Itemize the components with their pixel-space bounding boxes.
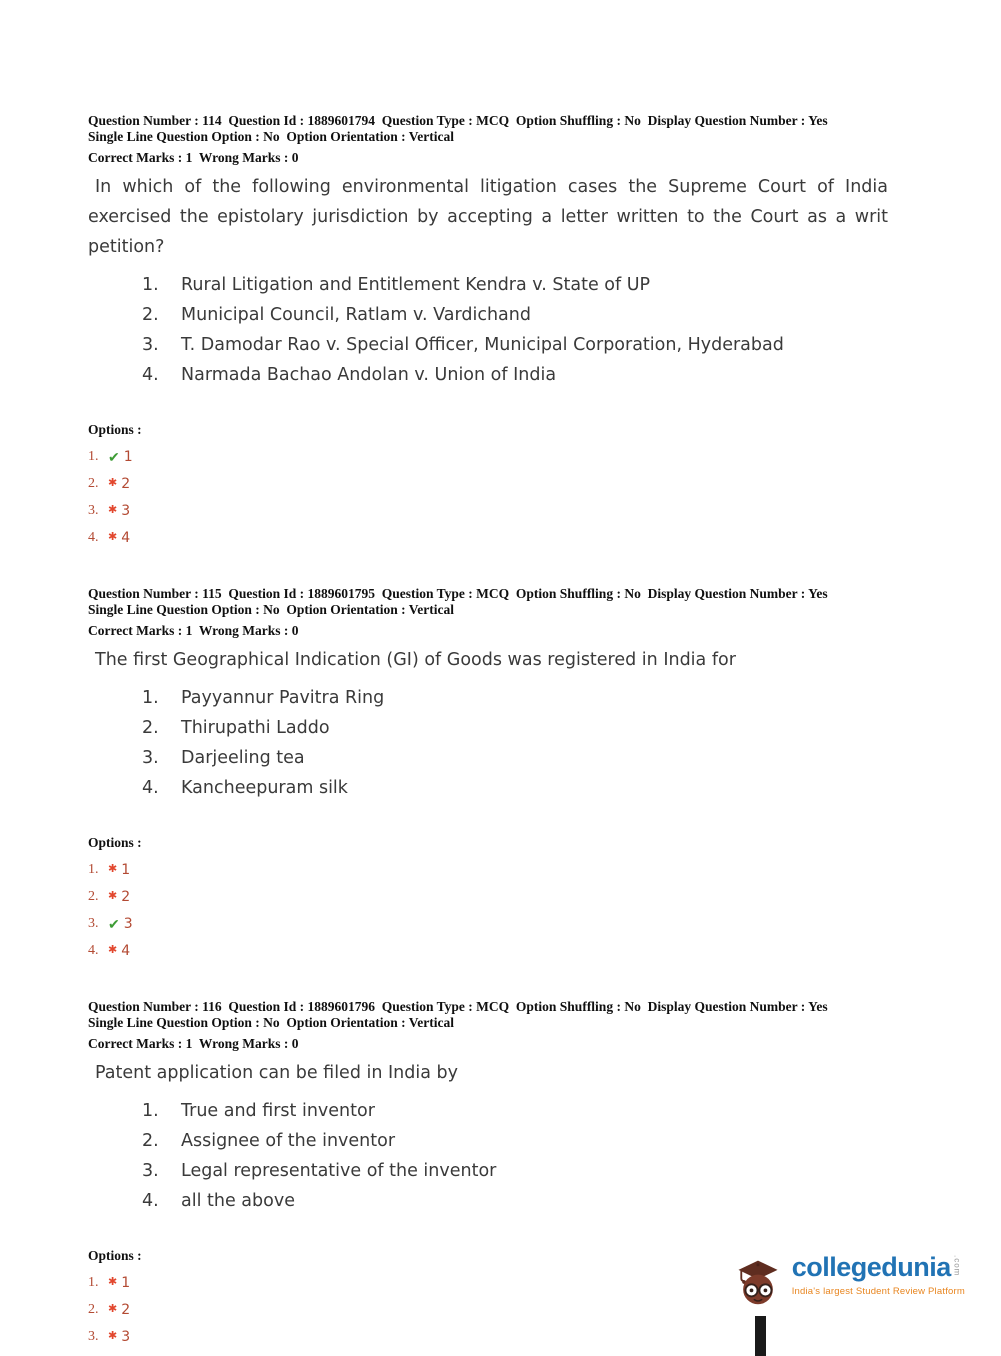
choice-number: 3. (142, 1161, 159, 1181)
choice-text: Thirupathi Laddo (181, 718, 330, 738)
choice-number: 4. (142, 1191, 159, 1211)
answer-row (88, 443, 888, 470)
answer-row (88, 856, 888, 883)
choice-number: 3. (142, 335, 159, 355)
cross-icon (108, 945, 117, 956)
choice-item (88, 1156, 888, 1186)
answer-value: 4 (121, 942, 131, 959)
cross-icon (108, 478, 117, 489)
choice-item (88, 683, 888, 713)
brand-logo (732, 1252, 965, 1310)
question-text: The first Geographical Indication (GI) of Goods was registered in India for (95, 650, 736, 670)
footer-bar (755, 1316, 766, 1356)
choice-number: 1. (142, 275, 159, 295)
answer-number: 1. (88, 1274, 99, 1290)
question-meta-line: Question Number : 115 Question Id : 1889601795 Question Type : MCQ Option Shuffling : No Display Question Number : Yes (88, 586, 828, 601)
choice-number: 2. (142, 718, 159, 738)
choice-text: Payyannur Pavitra Ring (181, 688, 385, 708)
choice-number: 1. (142, 688, 159, 708)
cross-icon (108, 1304, 117, 1315)
question-meta-line: Question Number : 116 Question Id : 1889601796 Question Type : MCQ Option Shuffling : No Display Question Number : Yes (88, 999, 828, 1014)
cross-icon (108, 505, 117, 516)
answer-number: 4. (88, 529, 99, 545)
choice-item (88, 300, 888, 330)
choice-item (88, 270, 888, 300)
cross-icon (108, 864, 117, 875)
answer-row (88, 497, 888, 524)
marks-line: Correct Marks : 1 Wrong Marks : 0 (88, 150, 299, 165)
choice-list (88, 270, 888, 390)
choice-text: Darjeeling tea (181, 748, 305, 768)
choice-text: True and first inventor (181, 1101, 375, 1121)
answer-value: 2 (121, 475, 131, 492)
answer-number: 2. (88, 1301, 99, 1317)
choice-text: Assignee of the inventor (181, 1131, 396, 1151)
choice-number: 2. (142, 1131, 159, 1151)
answer-number: 2. (88, 475, 99, 491)
answer-row (88, 1323, 888, 1350)
cross-icon (108, 1277, 117, 1288)
cross-icon (108, 891, 117, 902)
choice-number: 1. (142, 1101, 159, 1121)
answer-number: 4. (88, 942, 99, 958)
question-meta-line: Single Line Question Option : No Option Orientation : Vertical (88, 128, 455, 144)
answer-row (88, 524, 888, 551)
cross-icon (108, 532, 117, 543)
answer-number: 3. (88, 915, 99, 931)
answer-key (88, 443, 888, 551)
question-meta-line: Single Line Question Option : No Option Orientation : Vertical (88, 1014, 455, 1030)
check-icon (108, 917, 120, 931)
choice-item (88, 743, 888, 773)
choice-item (88, 330, 888, 360)
answer-number: 3. (88, 1328, 99, 1344)
question-block-114 (88, 113, 888, 551)
choice-item (88, 1126, 888, 1156)
choice-text: Municipal Council, Ratlam v. Vardichand (181, 305, 531, 325)
marks-line: Correct Marks : 1 Wrong Marks : 0 (88, 623, 299, 638)
brand-tagline: India's largest Student Review Platform (791, 1286, 965, 1297)
answer-value: 2 (121, 1301, 131, 1318)
choice-text: Legal representative of the inventor (181, 1161, 497, 1181)
answer-row (88, 883, 888, 910)
choice-item (88, 713, 888, 743)
answer-value: 3 (123, 915, 133, 932)
options-label: Options : (88, 835, 142, 850)
brand-text (792, 1252, 965, 1297)
answer-value: 4 (121, 529, 131, 546)
options-label: Options : (88, 422, 142, 437)
choice-item (88, 773, 888, 803)
answer-key (88, 856, 888, 964)
question-text: Patent application can be filed in India by (95, 1063, 458, 1083)
answer-number: 3. (88, 502, 99, 518)
choice-text: T. Damodar Rao v. Special Officer, Municipal Corporation, Hyderabad (181, 335, 784, 355)
choice-item (88, 360, 888, 390)
choice-list (88, 683, 888, 803)
answer-value: 1 (121, 861, 131, 878)
answer-value: 2 (121, 888, 131, 905)
choice-item (88, 1186, 888, 1216)
answer-number: 2. (88, 888, 99, 904)
question-text: In which of the following environmental litigation cases the Supreme Court of India exercised the epistolary jurisdiction by accepting a letter written to the Court as a writ petition? (88, 177, 888, 257)
choice-list (88, 1096, 888, 1216)
answer-row (88, 470, 888, 497)
question-block-115 (88, 586, 888, 964)
answer-row (88, 910, 888, 937)
answer-value: 1 (121, 1274, 131, 1291)
choice-number: 2. (142, 305, 159, 325)
choice-text: Rural Litigation and Entitlement Kendra v. State of UP (181, 275, 651, 295)
question-meta-line: Single Line Question Option : No Option Orientation : Vertical (88, 601, 455, 617)
question-meta-line: Question Number : 114 Question Id : 1889601794 Question Type : MCQ Option Shuffling : No Display Question Number : Yes (88, 113, 828, 128)
cross-icon (108, 1331, 117, 1342)
brand-name: collegedunia (791, 1252, 951, 1282)
choice-text: all the above (181, 1191, 295, 1211)
check-icon (108, 450, 120, 464)
options-label: Options : (88, 1248, 142, 1263)
choice-number: 4. (142, 778, 159, 798)
answer-value: 1 (123, 448, 133, 465)
answer-value: 3 (121, 1328, 131, 1345)
choice-text: Kancheepuram silk (181, 778, 348, 798)
answer-value: 3 (121, 502, 131, 519)
answer-number: 1. (88, 861, 99, 877)
answer-row (88, 937, 888, 964)
graduate-mascot-icon (732, 1254, 784, 1310)
choice-number: 4. (142, 365, 159, 385)
brand-suffix: .com (952, 1255, 962, 1277)
choice-text: Narmada Bachao Andolan v. Union of India (181, 365, 557, 385)
exam-content (88, 113, 888, 1350)
marks-line: Correct Marks : 1 Wrong Marks : 0 (88, 1036, 299, 1051)
choice-number: 3. (142, 748, 159, 768)
choice-item (88, 1096, 888, 1126)
answer-number: 1. (88, 448, 99, 464)
